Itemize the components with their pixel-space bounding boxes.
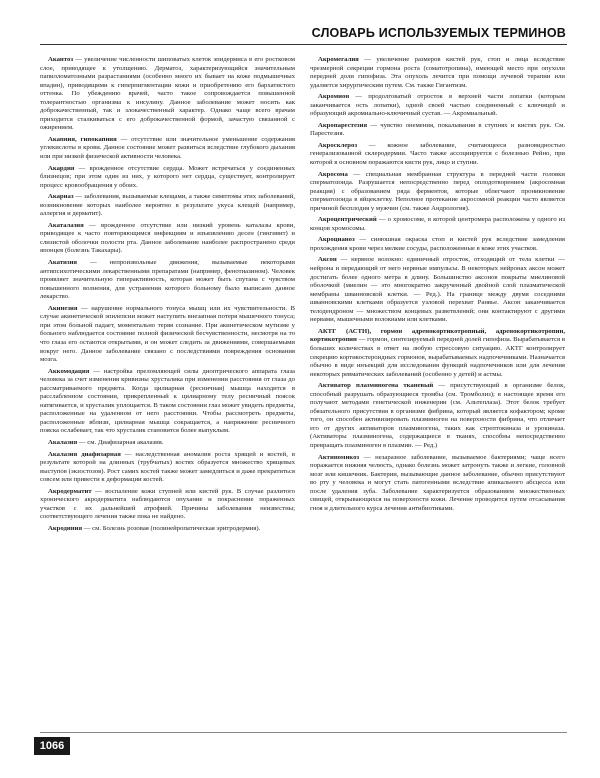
header-rule: [40, 44, 567, 45]
entry-term: Акросома: [318, 170, 348, 178]
page-number: 1066: [34, 737, 70, 755]
dictionary-entry: [40, 305, 295, 365]
entry-definition: — присутствующий в организме белок, способный разрушать образующиеся тромбы (см. Тромболиз); в настоящее время его получают методами генетической инженерии (см. Альтеплаза). Этот белок требует обязательного присутствия в организме фибрина, который является кофактором; кроме того, он способен активизировать плазминоген на поверхности фибрина, что отличает его от других активаторов плазминогена, таких как стрептокиназа и урокиназа. (Активаторы плазминогена, содержащиеся в тканях, способны непосредственно превращать плазминоген в плазмин. — Ред.): [310, 382, 565, 449]
entry-term: Акинезия: [48, 304, 78, 312]
dictionary-entry: [310, 93, 565, 119]
dictionary-entry: [310, 328, 565, 379]
entry-term: Акродерматит: [48, 487, 92, 495]
dictionary-entry: [40, 368, 295, 436]
entry-definition: — синюшная окраска стоп и кистей рук вследствие замедления прохождения крови через мелкие сосуды, расположенные в коже этих участков.: [310, 236, 565, 252]
entry-definition: — непроизвольные движения, вызываемые некоторыми антипсихотическими лекарственными препаратами (например, фенотиазином). Человек проявляет значительную гиперактивность, которая может быть спутана с чувством повышенного волнения, для устранения которого больному было выписано данное лекарство.: [40, 259, 295, 301]
dictionary-entry: [40, 56, 295, 133]
dictionary-entry: [40, 222, 295, 256]
entry-definition: — настройка преломляющей силы диоптрического аппарата глаза человека за счет изменения кривизны хрусталика при изменении расстояния от глаза до рассматриваемого предмета. Когда цилиарная (ресничная) мышца находится в расслабленном состоянии, прикрепленный к цилиарному телу ресничный поясок натягивается, и хрусталик уплощается. В таком состоянии глаз может увидеть предметы, расположенные на удаленном от него расстоянии. Чтобы рассмотреть предметы, расположенные вблизи, цилиарная мышца сокращается, а напряжение ресничного пояска ослабевает, так что хрусталик становится более выпуклым.: [40, 367, 295, 435]
entry-definition: — нервное волокно: единичный отросток, отходящий от тела клетки — нейрона и передающий от него нервные импульсы. В некоторых нейронах аксон может достигать более одного метра в длину. Большинство аксонов покрыты миелиновой оболочкой (миелин — это многократно закрученный двойной слой плазматической мембраны шванновской клетки. — Ред.). На границе между двумя соседними шванновскими клетками образуется узловой перехват Ранвье. Аксон заканчивается телодендроном — множеством концевых разветвлений; они контактируют с другими нервами, мышечными волокнами или клетками.: [310, 256, 565, 324]
entry-definition: — о хромосоме, в которой центромера расположена у одного из концов хромосомы.: [310, 216, 565, 232]
entry-definition: — воспаление кожи ступней или кистей рук. В случае разлитого хронического акродерматита наблюдаются опухание и покраснение пораженных участков с их дальнейшей атрофией. Причины заболевания неизвестны; соответствующего лечения также пока не найдено.: [40, 487, 295, 521]
entry-term: Акродиния: [48, 524, 83, 532]
entry-term: Актиномикоз: [318, 453, 360, 461]
entry-definition: — см. Болезнь розовая (полинейропатическая эритродермия).: [82, 524, 261, 532]
dictionary-entry: [40, 165, 295, 191]
entry-definition: — увеличение численности шиповатых клеток эпидермиса в его ростковом слое, приводящее к утолщению. Дерматоз, характеризующийся значительным папилломатозными разрастаниями (особенно много их бывает на коже подмышечных впадин), приводящими к гиперпигментации кожи и приобретению его бархатистого оттенка. По убеждению врачей, часто такое сопровождается повышенной толерантностью организма к инсулину. Данное заболевание может носить как доброкачественный, так и злокачественный характер. Однако чаще всего врачам приходится сталкиваться с его доброкачественной формой, зачастую связанной с ожирением.: [40, 56, 295, 132]
dictionary-entry: [310, 454, 565, 514]
dictionary-entry: [310, 56, 565, 90]
entry-term: Аксон: [318, 256, 337, 264]
entry-definition: — чувство онемения, покалывания в ступнях и кистях рук. См. Парестезия.: [310, 121, 565, 138]
dictionary-entry: [310, 171, 565, 214]
entry-term: Акромегалия: [318, 56, 359, 63]
entry-definition: — гормон, синтезируемый передней долей гипофиза. Вырабатывается в больших количествах в ответ на любую стрессовую ситуацию. АКТГ контролирует секрецию кортикостероидных гормонов, вырабатываемых надпочечниками. Назначается обычно в виде инъекций для исследования функций надпочечников или для лечения некоторых ревматических заболеваний (особенно у детей) и астмы.: [310, 336, 565, 378]
right-column: [310, 56, 565, 516]
dictionary-entry: [40, 439, 295, 448]
entry-definition: — врожденное отсутствие сердца. Может встречаться у соединенных близнецов; при этом один из них, у которого нет сердца, существует, контролирует процесс кровообращения у обоих.: [40, 164, 295, 189]
entry-definition: — отсутствие или значительное уменьшение содержания углекислоты в крови. Данное состояние может развиться вследствие глубокого дыхания или при низкой физической активности человека.: [40, 135, 295, 161]
dictionary-entry: [310, 216, 565, 233]
entry-term: Акросклероз: [318, 141, 358, 149]
dictionary-entry: [40, 259, 295, 302]
entry-term: Акалазия диафизарная: [48, 450, 121, 458]
dictionary-entry: [40, 193, 295, 219]
entry-term: АКТГ (АСТН), гормон адренокортикотропный, адренокортикотропин, кортикотропин: [310, 327, 565, 344]
entry-definition: — продолговатый отросток в верхней части лопатки (которым заканчивается ость лопатки), одной своей частью соединенный с ключицей и образующий акромиально-ключичный сустав. — Акромиальный.: [310, 93, 565, 118]
entry-definition: — нарушение нормального тонуса мышц или их чувствительности. В случае акинетической эпилепсии может наступить внезапная потеря мышечного тонуса; при этом больной падает, моментально теряя сознание. При акинетическом мутизме у больного наблюдается состояние полной физической бесчувственности, несмотря на то что глаза его остаются открытыми, и он может следить за движениями, совершаемыми вокруг него. Данное заболевание связано с последствиями повреждения основания мозга.: [40, 304, 295, 364]
entry-definition: — специальная мембранная структура в передней части головки сперматозоида. Разрушается непосредственно перед оплодотворением (акросомная реакция) с образованием ряда ферментов, которые облегчают проникновение сперматозоида в яйцеклетку. Неполное протекание акросомной реакции часто является причиной бесплодия у мужчин (см. также Андрология).: [310, 170, 565, 212]
dictionary-entry: [310, 382, 565, 450]
dictionary-entry: [40, 451, 295, 485]
dictionary-entry: [40, 525, 295, 534]
dictionary-entry: [40, 136, 295, 162]
page-header-title: СЛОВАРЬ ИСПОЛЬЗУЕМЫХ ТЕРМИНОВ: [311, 26, 566, 40]
entry-definition: — увеличение размеров кистей рук, стоп и лица вследствие чрезмерной секреции гормона роста (соматотропина), имеющей место при опухоли передней доли гипофиза. Эта опухоль лечится при помощи лучевой терапии или удаляется хирургическим путем. См. также Гигантизм.: [310, 56, 565, 89]
entry-definition: — наследственная аномалия роста хрящей и костей, в результате которой на длинных (трубчатых) костях образуется множество хрящевых выступов (экзостозов). Рост самих костей также может замедлиться и даже прекратиться совсем или привести к деформации костей.: [40, 450, 295, 484]
footer-rule: [40, 732, 567, 733]
entry-term: Акариаз: [48, 193, 74, 201]
dictionary-entry: [310, 256, 565, 324]
dictionary-entry: [310, 142, 565, 168]
dictionary-entry: [310, 122, 565, 139]
dictionary-entry: [310, 236, 565, 253]
entry-term: Акроцентрический: [318, 216, 377, 224]
entry-term: Акроцианоз: [318, 236, 355, 244]
entry-term: Акропарестезия: [318, 121, 368, 129]
entry-definition: — кожное заболевание, считающееся разновидностью генерализованной склеродермии. Часто также ассоциируется с болезнью Рейно, при которой в основном поражаются кисти рук, лицо и ступни.: [310, 141, 565, 167]
entry-term: Акантоз: [48, 56, 74, 63]
dictionary-entry: [40, 488, 295, 522]
entry-term: Акромион: [318, 93, 350, 101]
left-column: [40, 56, 295, 536]
entry-term: Акапния, гипокапния: [48, 135, 117, 143]
entry-definition: — заболевания, вызываемые клещами, а также симптомы этих заболеваний, возникновение которых наиболее вероятно в результате укуса клещей (например, аллергия и дерматит).: [40, 193, 295, 218]
entry-definition: — незаразное заболевание, вызываемое бактериями; чаще всего поражается нижняя челюсть, однако болезнь может затронуть также и легкие, головной мозг или кишечник. Бактерии, вызывающие данное заболевание, обычно присутствуют во рту у человека и могут стать патогенными вследствие апикального абсцесса или после удаления зуба. Заболевание характеризуется образованием множественных свищей, открывающихся на поверхности кожи. Лечение проводится путем отсасывания гноя и длительного курса лечения антибиотиками.: [310, 453, 565, 512]
entry-term: Аккомодация: [48, 367, 90, 375]
entry-term: Акалазия: [48, 438, 78, 446]
entry-term: Акатизия: [48, 259, 78, 267]
entry-term: Активатор плазминогена тканевый: [318, 382, 434, 390]
entry-definition: — врожденное отсутствие или низкий уровень каталазы крови, приводящее к часто повторяющимся инфекциям и изъязвлению десен (гингивит) и слизистой оболочки полости рта. Данное заболевание наиболее распространено среди японцев (болезнь Такахары).: [40, 221, 295, 255]
entry-term: Акаталазия: [48, 221, 84, 229]
entry-definition: — см. Диафизарная акалазия.: [77, 438, 164, 446]
entry-term: Акардия: [48, 164, 75, 172]
